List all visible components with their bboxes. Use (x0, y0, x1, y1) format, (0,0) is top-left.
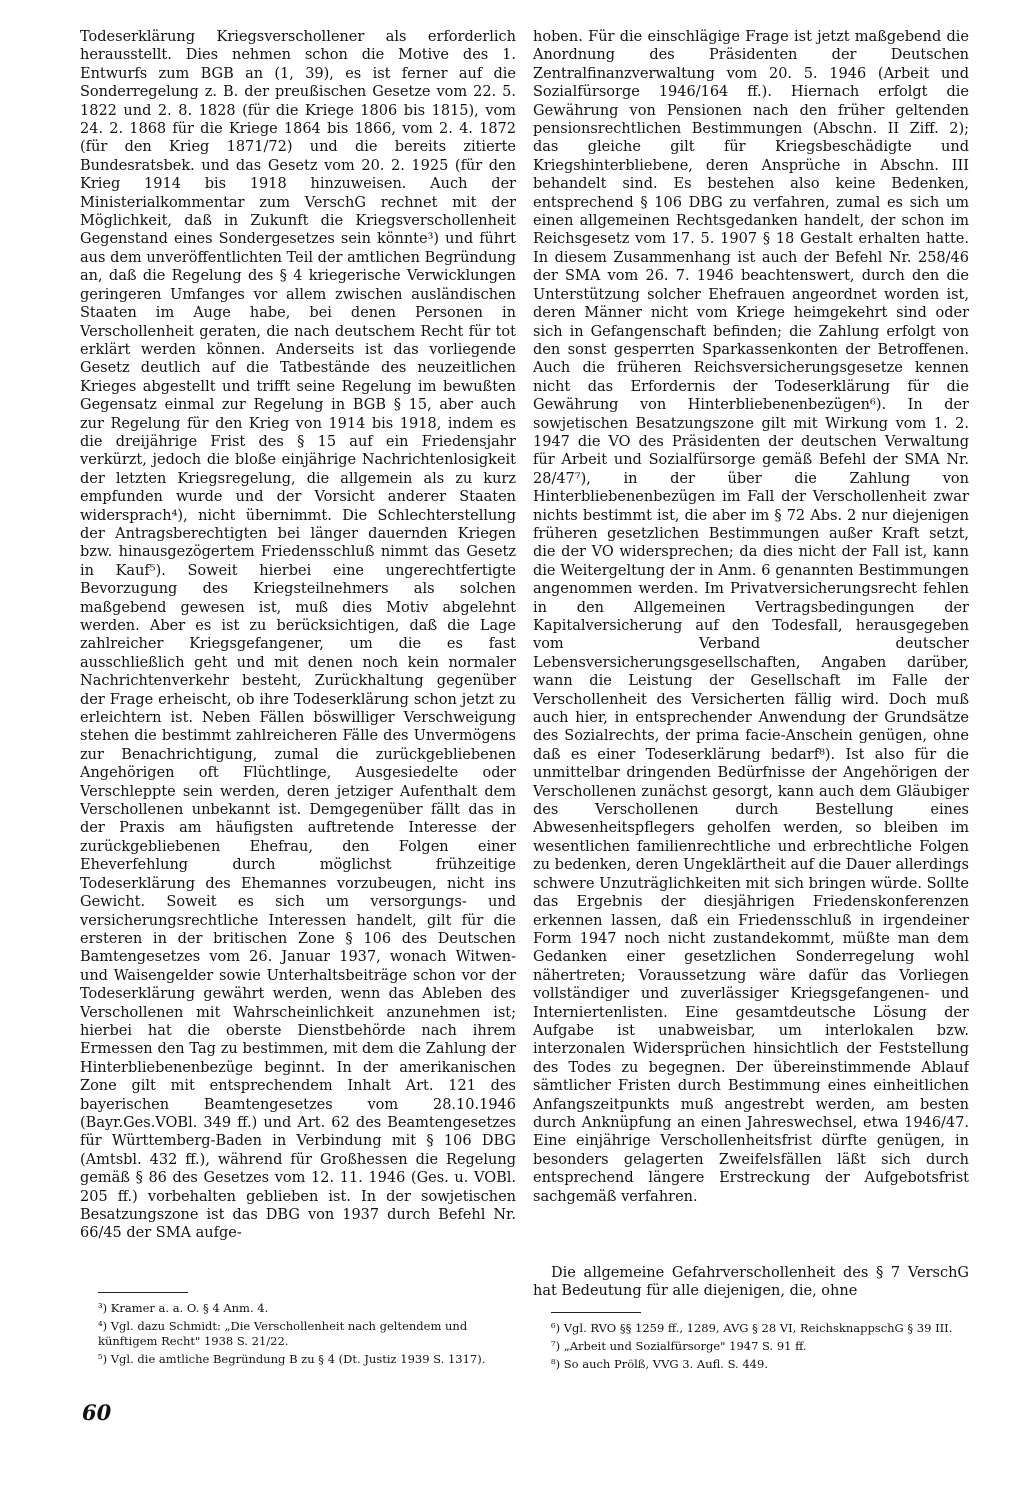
right-body-text: hoben. Für die einschlägige Frage ist jetzt maßgebend die Anordnung des Präsidenten der Deutschen Zentralfinanzverwaltung vom 20. 5. 1946 (Arbeit und Sozialfürsorge 1946/164 ff.). Hiernach erfolgt die Gewährung von Pensionen nach den früher geltenden pensionsrechtlichen Bestimmungen (Abschn. II Ziff. 2); das gleiche gilt für Kriegsbeschädigte und Kriegshinterbliebene, deren Ansprüche in Abschn. III behandelt sind. Es bestehen also keine Bedenken, entsprechend § 106 DBG zu verfahren, zumal es sich um einen allgemeinen Rechtsgedanken handelt, der schon im Reichsgesetz vom 17. 5. 1907 § 18 Gestalt erhalten hatte. In diesem Zusammenhang ist auch der Befehl Nr. 258/46 der SMA vom 26. 7. 1946 beachtenswert, durch den die Unterstützung solcher Ehefrauen angeordnet worden ist, deren Männer nicht vom Kriege heimgekehrt sind oder sich in Gefangenschaft befinden; die Zahlung erfolgt von den sonst gesperrten Sparkassenkonten der Betroffenen. Auch die früheren Reichsversicherungsgesetze kennen nicht das Erfordernis der Todeserklärung für die Gewährung von Hinterbliebenenbezügen⁶). In der sowjetischen Besatzungszone gilt mit Wirkung vom 1. 2. 1947 die VO des Präsidenten der deutschen Verwaltung für Arbeit und Sozialfürsorge gemäß Befehl der SMA Nr. 28/47⁷), in der über die Zahlung von Hinterbliebenenbezügen im Fall der Verschollenheit zwar nichts bestimmt ist, die aber im § 72 Abs. 2 nur diejenigen früheren gesetzlichen Bestimmungen außer Kraft setzt, die der VO widersprechen; da dies nicht der Fall ist, kann die Weitergeltung der in Anm. 6 genannten Bestimmungen angenommen werden. Im Privatversicherungsrecht fehlen in den Allgemeinen Vertragsbedingungen der Kapitalversicherung auf den Todesfall, herausgegeben vom Verband deutscher Lebensversicherungsgesellschaften, Angaben darüber, wann die Leistung der Gesellschaft im Falle der Verschollenheit des Versicherten fällig wird. Doch muß auch hier, in entsprechender Anwendung der Grundsätze des Sozialrechts, der prima facie-Anschein genügen, ohne daß es einer Todeserklärung bedarf⁸). Ist also für die unmittelbar dringenden Bedürfnisse der Angehörigen der Verschollenen zunächst gesorgt, kann auch dem Gläubiger des Verschollenen durch Bestellung eines Abwesenheitspflegers geholfen werden, so bleiben im wesentlichen familienrechtliche und erbrechtliche Folgen zu bedenken, deren Ungeklärtheit auf die Dauer allerdings schwere Unzuträglichkeiten mit sich bringen würde. Sollte das Ergebnis der diesjährigen Friedenskonferenzen erkennen lassen, daß ein Friedensschluß in irgendeiner Form 1947 noch nicht zustandekommt, müßte man dem Gedanken einer gesetzlichen Sonderregelung wohl nähertreten; Voraussetzung wäre dafür das Vorliegen vollständiger und zuverlässiger Kriegsgefangenen- und Interniertenlisten. Eine gesamtdeutsche Lösung der Aufgabe ist unabweisbar, um interlokalen bzw. interzonalen Widersprüchen hinsichtlich der Feststellung des Todes zu begegnen. Der übereinstimmende Ablauf sämtlicher Fristen durch Bestimmung eines einheitlichen Anfangszeitpunkts muß angestrebt werden, am besten durch Anknüpfung an einen Jahreswechsel, etwa 1946/47. Eine einjährige Verschollenheitsfrist dürfte genügen, in besonders gelagerten Zweifelsfällen läßt sich durch entsprechend längere Erstreckung der Aufgebotsfrist sachgemäß verfahren. (533, 29, 969, 1205)
footnote-divider (98, 1292, 188, 1293)
left-column (80, 28, 516, 1370)
right-body-text-paragraph-2: Die allgemeine Gefahrverschollenheit des § 7 VerschG hat Bedeutung für alle diejenigen, die, ohne (533, 1265, 969, 1300)
footnote-4: ⁴) Vgl. dazu Schmidt: „Die Verschollenheit nach geltendem und künftigem Recht" 1938 S. 21/22. (98, 1319, 468, 1348)
left-body-text: Todeserklärung Kriegsverschollener als erforderlich herausstellt. Dies nehmen schon die Motive des 1. Entwurfs zum BGB an (1, 39), es ist ferner auf die Sonderregelung z. B. der preußischen Gesetze vom 22. 5. 1822 und 2. 8. 1828 (für die Kriege 1806 bis 1815), vom 24. 2. 1868 für die Kriege 1864 bis 1866, vom 2. 4. 1872 (für den Krieg 1871/72) und die bereits zitierte Bundesratsbek. und das Gesetz vom 20. 2. 1925 (für den Krieg 1914 bis 1918 hinzuweisen. Auch der Ministerialkommentar zum VerschG rechnet mit der Möglichkeit, daß in Zukunft die Kriegsverschollenheit Gegenstand eines Sondergesetzes sein könnte³) und führt aus dem unveröffentlichten Teil der amtlichen Begründung an, daß die Regelung des § 4 kriegerische Verwicklungen geringeren Umfanges vor allem zwischen ausländischen Staaten im Auge habe, bei denen Personen in Verschollenheit geraten, die nach deutschem Recht für tot erklärt werden können. Anderseits ist das vorliegende Gesetz deutlich auf die Tatbestände des neuzeitlichen Krieges abgestellt und trifft seine Regelung im bewußten Gegensatz einmal zur Regelung in BGB § 15, aber auch zur Regelung für den Krieg von 1914 bis 1918, indem es die dreijährige Frist des § 15 auf ein Friedensjahr verkürzt, jedoch die bloße einjährige Nachrichtenlosigkeit der letzten Kriegsregelung, die allgemein als zu kurz empfunden wurde und der Vorsicht anderer Staaten widersprach⁴), nicht übernimmt. Die Schlechterstellung der Antragsberechtigten bei länger dauernden Kriegen bzw. hinausgezögertem Friedensschluß nimmt das Gesetz in Kauf⁵). Soweit hierbei eine ungerechtfertigte Bevorzugung des Kriegsteilnehmers als solchen maßgebend gewesen ist, muß dies Motiv abgelehnt werden. Aber es ist zu berücksichtigen, daß die Lage zahlreicher Kriegsgefangener, um die es fast ausschließlich geht und mit denen noch kein normaler Nachrichtenverkehr besteht, Zurückhaltung gegenüber der Frage erheischt, ob ihre Todeserklärung schon jetzt zu erleichtern ist. Neben Fällen böswilliger Verschweigung stehen die bestimmt zahlreicheren Fälle des Unvermögens zur Benachrichtigung, zumal die zurückgebliebenen Angehörigen oft Flüchtlinge, Ausgesiedelte oder Verschleppte sein werden, deren jetziger Aufenthalt dem Verschollenen unbekannt ist. Demgegenüber fällt das in der Praxis am häufigsten auftretende Interesse der zurückgebliebenen Ehefrau, den Folgen einer Eheverfehlung durch möglichst frühzeitige Todeserklärung des Ehemannes vorzubeugen, nicht ins Gewicht. Soweit es sich um versorgungs- und versicherungsrechtliche Interessen handelt, gilt für die ersteren in der britischen Zone § 106 des Deutschen Bamtengesetzes vom 26. Januar 1937, wonach Witwen- und Waisengelder sowie Unterhaltsbeiträge schon vor der Todeserklärung gewährt werden, wenn das Ableben des Verschollenen mit Wahrscheinlichkeit anzunehmen ist; hierbei hat die oberste Dienstbehörde nach ihrem Ermessen den Tag zu bestimmen, mit dem die Zahlung der Hinterbliebenenbezüge beginnt. In der amerikanischen Zone gilt mit entsprechendem Inhalt Art. 121 des bayerischen Beamtengesetzes vom 28.10.1946 (Bayr.Ges.VOBl. 349 ff.) und Art. 62 des Beamtengesetzes für Württemberg-Baden in Verbindung mit § 106 DBG (Amtsbl. 432 ff.), während für Großhessen die Regelung gemäß § 86 des Gesetzes vom 12. 11. 1946 (Ges. u. VOBl. 205 ff.) vorbehalten geblieben ist. In der sowjetischen Besatzungszone ist das DBG von 1937 durch Befehl Nr. 66/45 der SMA aufge- (80, 29, 516, 1242)
footnote-divider (551, 1312, 641, 1313)
footnote-3: ³) Kramer a. a. O. § 4 Anm. 4. (98, 1301, 269, 1315)
footnote-7: ⁷) „Arbeit und Sozialfürsorge" 1947 S. 91 ff. (551, 1339, 807, 1353)
footnote-8: ⁸) So auch Prölß, VVG 3. Aufl. S. 449. (551, 1357, 768, 1371)
footnote-5: ⁵) Vgl. die amtliche Begründung B zu § 4 (Dt. Justiz 1939 S. 1317). (98, 1352, 486, 1366)
right-footnotes (533, 1321, 969, 1372)
footnote-6: ⁶) Vgl. RVO §§ 1259 ff., 1289, AVG § 28 VI, ReichsknappschG § 39 III. (551, 1321, 953, 1335)
page-number: 60 (82, 1400, 112, 1425)
left-footnotes (80, 1301, 516, 1367)
right-column (533, 28, 969, 1375)
